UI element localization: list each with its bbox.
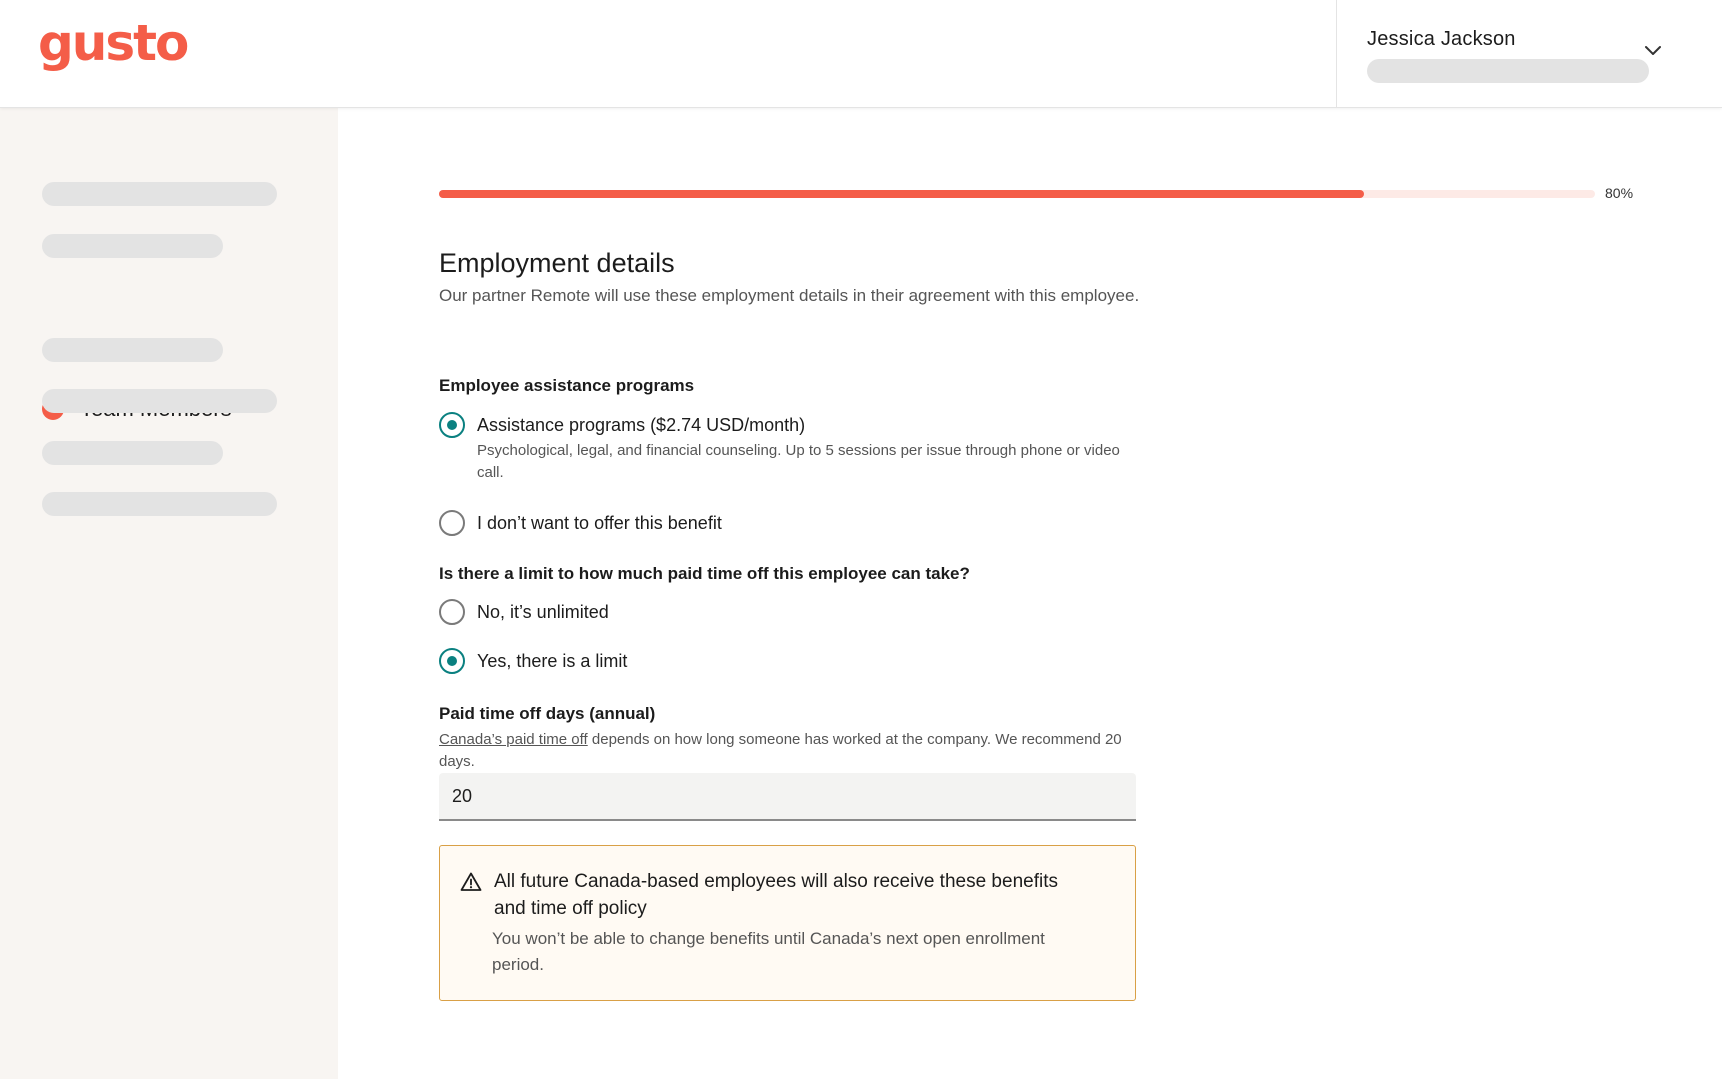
page-subtitle: Our partner Remote will use these employment details in their agreement with this employee.: [439, 286, 1140, 305]
sidebar-item-placeholder[interactable]: [42, 441, 223, 465]
gusto-logo[interactable]: gusto: [38, 14, 188, 72]
page-title: Employment details: [439, 248, 675, 278]
radio-button[interactable]: [439, 648, 465, 674]
sidebar-item-placeholder[interactable]: [42, 234, 223, 258]
sidebar-item-placeholder[interactable]: [42, 338, 223, 362]
warning-icon: [460, 871, 482, 893]
pto-days-label: Paid time off days (annual): [439, 704, 656, 723]
eap-section-label: Employee assistance programs: [439, 376, 695, 395]
sidebar-item-placeholder[interactable]: [42, 492, 277, 516]
radio-button[interactable]: [439, 599, 465, 625]
user-menu[interactable]: [1336, 0, 1722, 108]
pto-option-unlimited[interactable]: [439, 599, 609, 625]
pto-question-label: Is there a limit to how much paid time off this employee can take?: [439, 564, 970, 583]
progress-percent: 80%: [1605, 185, 1634, 201]
notice-title: All future Canada-based employees will also receive these benefits and time off policy: [494, 871, 1058, 919]
pto-days-input[interactable]: [439, 773, 1136, 821]
progress-bar-fill: [439, 190, 1364, 198]
canada-pto-link[interactable]: Canada’s paid time off: [439, 731, 588, 748]
pto-option-limit[interactable]: [439, 648, 627, 674]
sidebar-item-placeholder[interactable]: [42, 389, 277, 413]
warning-notice: [439, 845, 1136, 1001]
radio-button[interactable]: [439, 412, 465, 438]
eap-option-decline[interactable]: [439, 510, 722, 536]
top-header: [0, 0, 1722, 108]
radio-label: Assistance programs ($2.74 USD/month): [477, 415, 806, 435]
radio-label: No, it’s unlimited: [477, 602, 609, 622]
helper-text: depends on how long someone has worked at the company. We recommend 20 days.: [439, 731, 1122, 770]
progress-bar: [439, 190, 1595, 198]
user-name: Jessica Jackson: [1367, 28, 1516, 50]
eap-option-assistance[interactable]: [439, 412, 1127, 484]
radio-label: I don’t want to offer this benefit: [477, 513, 722, 533]
sidebar: [0, 108, 338, 1079]
chevron-down-icon[interactable]: [1641, 38, 1665, 62]
pto-helper-text: [439, 729, 1139, 773]
notice-body: You won’t be able to change benefits until Canada’s next open enrollment period.: [492, 929, 1045, 974]
user-company-placeholder: [1367, 59, 1649, 83]
sidebar-item-placeholder[interactable]: [42, 182, 277, 206]
radio-description: Psychological, legal, and financial counseling. Up to 5 sessions per issue through phone or video call.: [477, 442, 1120, 481]
radio-button[interactable]: [439, 510, 465, 536]
radio-label: Yes, there is a limit: [477, 651, 628, 671]
